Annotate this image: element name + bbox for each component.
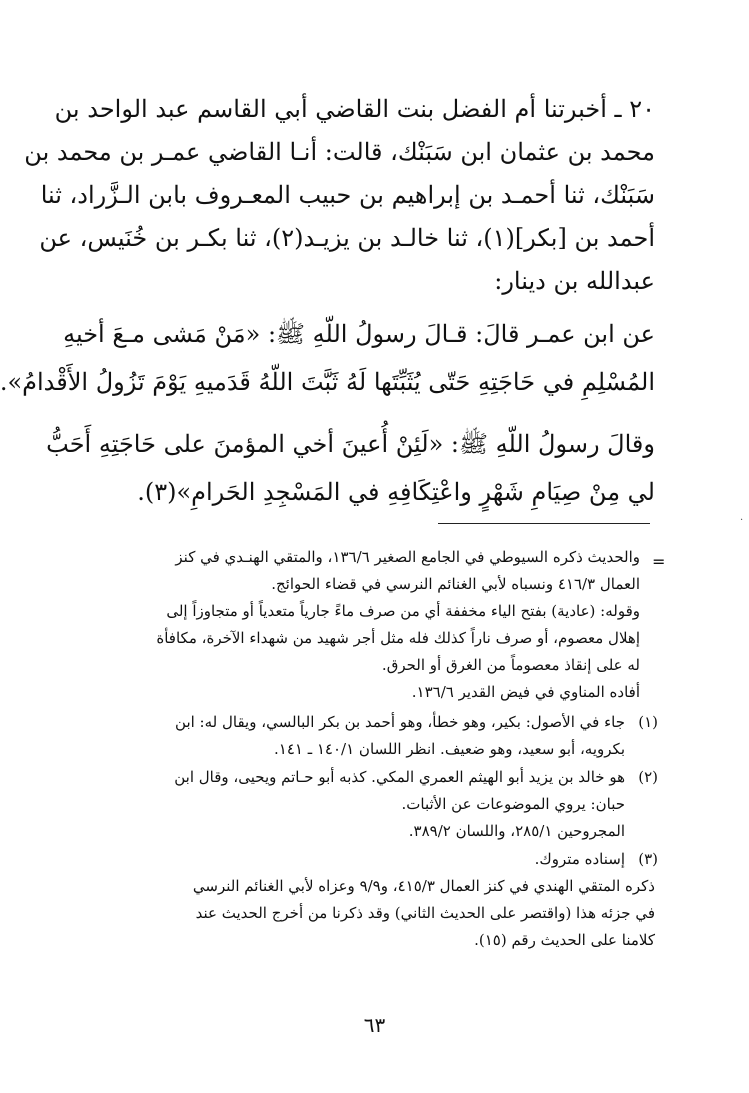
text-line: وقالَ رسولُ اللّهِ ﷺ: «لَئِنْ أُعينَ أخي المؤمنَ على حَاجَتِهِ أَحَبُّ <box>46 430 655 458</box>
margin-mark: · <box>740 515 744 526</box>
hadith-text-2 <box>46 418 655 514</box>
footnote-line: هو خالد بن يزيد أبو الهيثم العمري المكي. كذبه أبو حـاتم ويحيى، وقال ابن <box>174 768 625 786</box>
text-line: المُسْلِمِ في حَاجَتِهِ حَتّى يُثَبِّتَها لَهُ ثَبَّتَ اللّهُ قَدَميهِ يَوْمَ تَزُولُ الأَقْدامُ». <box>0 368 655 396</box>
footnote-line: العمال ٤١٦/٣ ونسباه لأبي الغنائم النرسي في قضاء الحوائج. <box>271 575 640 593</box>
footnote-line: المجروحين ٢٨٥/١، واللسان ٣٨٩/٢. <box>408 822 625 840</box>
footnote-continuation <box>100 544 640 706</box>
isnad-paragraph <box>24 88 655 303</box>
footnote-line: في جزئه هذا (واقتصر على الحديث الثاني) وقد ذكرنا من أخرج الحديث عند <box>195 904 655 922</box>
footnote-line: إهلال معصوم، أو صرف ناراً كذلك فله مثل أجر شهيد من شهداء الآخرة، مكافأة <box>156 629 640 647</box>
footnote-2 <box>100 764 658 845</box>
footnote-number: (٣) <box>638 850 658 868</box>
footnote-line: إسناده متروك. <box>534 850 625 868</box>
footnote-line: أفاده المناوي في فيض القدير ١٣٦/٦. <box>411 683 640 701</box>
footnote-separator <box>438 523 650 524</box>
footnote-3 <box>100 846 658 954</box>
footnote-body <box>100 709 625 763</box>
text-line: سَبَنْك، ثنا أحمـد بن إبراهيم بن حبيب المعـروف بابن الـزَّراد، ثنا <box>40 181 655 209</box>
text-line: عبدالله بن دينار: <box>494 267 655 295</box>
footnote-body <box>100 846 625 873</box>
footnote-number: (٢) <box>638 768 658 786</box>
continuation-marker: = <box>652 552 666 571</box>
footnote-line: ذكره المتقي الهندي في كنز العمال ٤١٥/٣، و٩/٩ وعزاه لأبي الغنائم النرسي <box>192 877 655 895</box>
footnote-line: بكرويه، أبو سعيد، وهو ضعيف. انظر اللسان ١٤٠/١ ـ ١٤١. <box>273 740 625 758</box>
footnote-number: (١) <box>638 713 658 731</box>
footnote-1 <box>100 709 658 763</box>
footnote-line: وقوله: (عادية) بفتح الياء مخففة أي من صرف ماءً جارياً متعدياً أو متجاوزاً إلى <box>166 602 640 620</box>
footnote-line: جاء في الأصول: بكير، وهو خطأ، وهو أحمد بن بكر البالسي، ويقال له: ابن <box>175 713 625 731</box>
text-line: عن ابن عمـر قالَ: قـالَ رسولُ اللّهِ ﷺ: «مَنْ مَشى مـعَ أخيهِ <box>63 320 655 348</box>
footnote-line: كلامنا على الحديث رقم (١٥). <box>474 931 655 949</box>
text-line: ٢٠ ـ أخبرتنا أم الفضل بنت القاضي أبي القاسم عبد الواحد بن <box>54 95 655 123</box>
text-line: لي مِنْ صِيَامِ شَهْرٍ واعْتِكَافِهِ في المَسْجِدِ الحَرامِ»(٣). <box>137 478 655 506</box>
footnote-body <box>100 764 625 845</box>
footnote-body-continued <box>100 873 655 954</box>
hadith-text-1 <box>0 308 655 404</box>
text-line: أحمد بن [بكر](١)، ثنا خالـد بن يزيـد(٢)، ثنا بكـر بن خُنَيس، عن <box>39 224 655 252</box>
footnote-line: والحديث ذكره السيوطي في الجامع الصغير ١٣٦/٦، والمتقي الهنـدي في كنز <box>175 548 640 566</box>
footnote-line: حبان: يروي الموضوعات عن الأثبات. <box>401 795 625 813</box>
page-number: ٦٣ <box>363 1013 386 1037</box>
text-line: محمد بن عثمان ابن سَبَنْك، قالت: أنـا القاضي عمـر بن محمد بن <box>24 138 655 166</box>
footnote-line: له على إنقاذ معصوماً من الغرق أو الحرق. <box>381 656 640 674</box>
